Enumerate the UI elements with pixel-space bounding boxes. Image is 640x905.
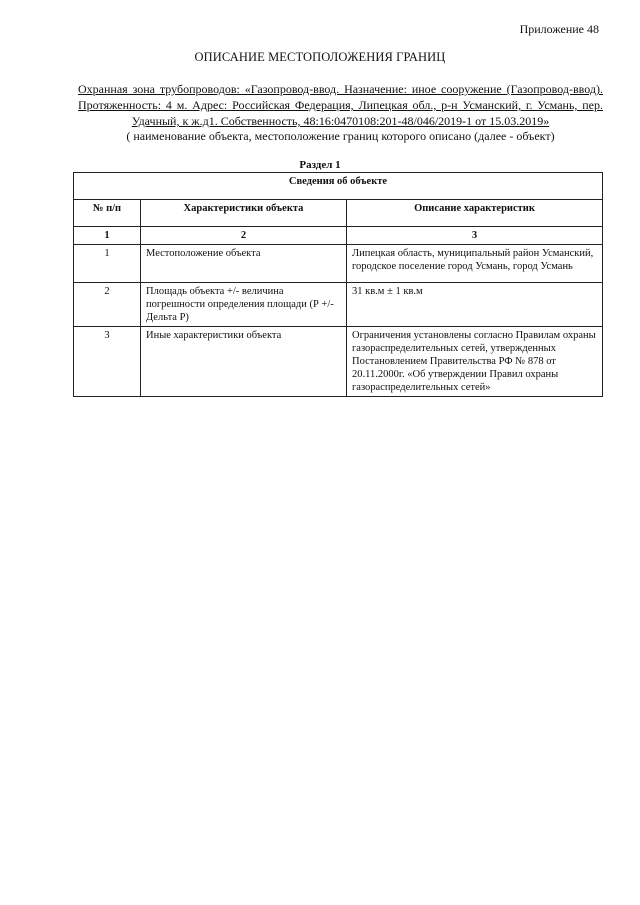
column-number: 3 — [347, 227, 603, 245]
section-title: Раздел 1 — [299, 159, 341, 171]
object-info-table — [73, 172, 603, 397]
column-header-number: № п/п — [74, 200, 141, 227]
row-number: 2 — [74, 283, 141, 327]
column-number: 1 — [74, 227, 141, 245]
object-description-note: ( наименование объекта, местоположение границ которого описано (далее - объект) — [126, 129, 555, 143]
document-title: ОПИСАНИЕ МЕСТОПОЛОЖЕНИЯ ГРАНИЦ — [194, 50, 446, 64]
table-caption: Сведения об объекте — [74, 173, 603, 200]
column-number: 2 — [141, 227, 347, 245]
column-header-characteristic: Характеристики объекта — [141, 200, 347, 227]
table-row — [74, 283, 603, 327]
row-description: Липецкая область, муниципальный район Усманский, городское поселение город Усмань, город Усмань — [347, 245, 603, 283]
row-number: 1 — [74, 245, 141, 283]
object-description: Охранная зона трубопроводов: «Газопровод-ввод. Назначение: иное сооружение (Газопровод-ввод). Протяженность: 4 м. Адрес: Российская Федерация, Липецкая обл., р-н Усманский, г. Усмань, пер. Удачный, к ж.д1. Собственность, 48:16:0470108:201-48/046/2019-1 от 15.03.2019» — [78, 82, 603, 128]
table-row — [74, 327, 603, 397]
row-description: 31 кв.м ± 1 кв.м — [347, 283, 603, 327]
row-number: 3 — [74, 327, 141, 397]
row-characteristic: Площадь объекта +/- величина погрешности определения площади (Р +/- Дельта Р) — [141, 283, 347, 327]
column-number-row — [74, 227, 603, 245]
table-row — [74, 245, 603, 283]
table-header-row — [74, 200, 603, 227]
row-description: Ограничения установлены согласно Правилам охраны газораспределительных сетей, утвержденных Постановлением Правительства РФ № 878 от 20.11.2000г. «Об утверждении Правил охраны газораспределительных сетей» — [347, 327, 603, 397]
row-characteristic: Местоположение объекта — [141, 245, 347, 283]
column-header-description: Описание характеристик — [347, 200, 603, 227]
table-caption-row — [74, 173, 603, 200]
row-characteristic: Иные характеристики объекта — [141, 327, 347, 397]
appendix-label: Приложение 48 — [519, 22, 599, 36]
